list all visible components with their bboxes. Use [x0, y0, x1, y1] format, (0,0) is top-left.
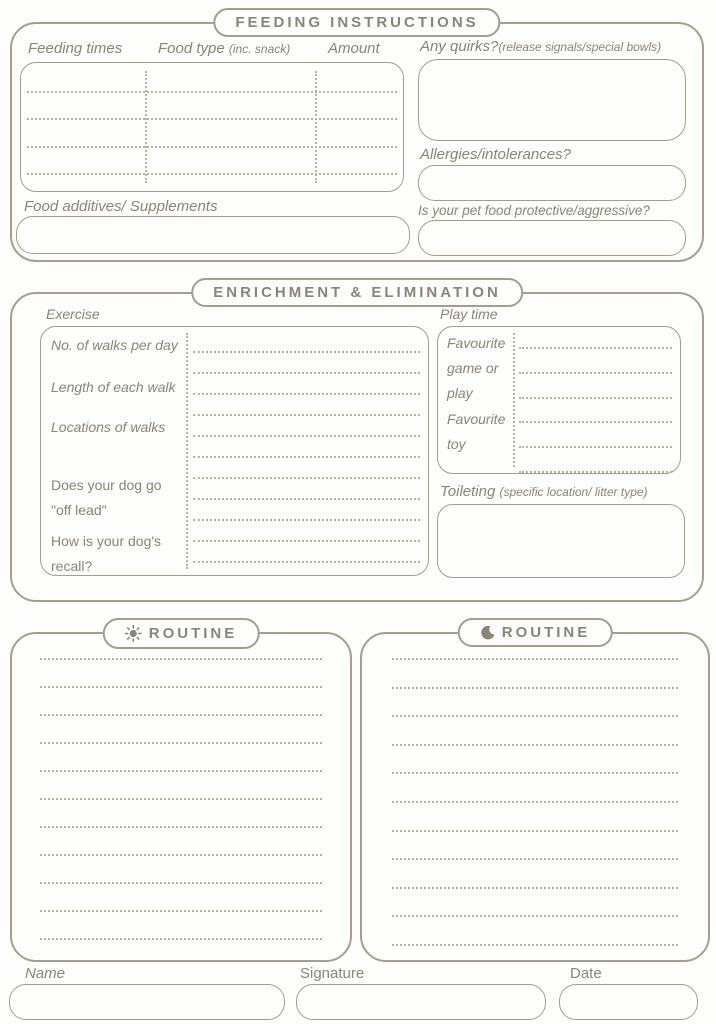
write-line[interactable] [40, 798, 322, 800]
feeding-table[interactable] [20, 62, 404, 192]
write-line[interactable] [519, 397, 672, 399]
night-routine-section [360, 624, 710, 962]
day-routine-title: ROUTINE [148, 625, 238, 642]
write-line[interactable] [40, 826, 322, 828]
enrichment-elimination-header [191, 278, 523, 307]
write-line[interactable] [392, 915, 678, 917]
write-line[interactable] [392, 772, 678, 774]
food-additives-label: Food additives/ Supplements [24, 198, 218, 215]
write-line[interactable] [392, 830, 678, 832]
write-line[interactable] [40, 742, 322, 744]
write-line[interactable] [519, 446, 672, 448]
write-line[interactable] [392, 858, 678, 860]
feeding-instructions-section [10, 14, 704, 262]
write-line[interactable] [519, 421, 672, 423]
feeding-instructions-header [213, 8, 500, 37]
food-additives-field[interactable] [16, 216, 410, 254]
write-line[interactable] [193, 351, 420, 353]
favourite-toy-label: Favourite toy [447, 411, 506, 452]
day-routine-header [103, 618, 260, 649]
date-field[interactable] [559, 984, 698, 1020]
feeding-table-row-line[interactable] [27, 146, 397, 148]
feeding-table-row-line[interactable] [27, 91, 397, 93]
signature-label: Signature [300, 965, 365, 982]
toileting-field[interactable] [437, 504, 685, 578]
amount-column-header: Amount [328, 40, 380, 57]
quirks-note: (release signals/special bowls) [498, 40, 662, 54]
write-line[interactable] [392, 715, 678, 717]
feeding-table-row-line[interactable] [27, 118, 397, 120]
quirks-field[interactable] [418, 59, 686, 141]
write-line[interactable] [392, 658, 678, 660]
quirks-label: Any quirks?(release signals/special bowls) [420, 38, 662, 55]
night-routine-title: ROUTINE [501, 624, 591, 641]
name-label: Name [25, 965, 66, 982]
write-line[interactable] [193, 393, 420, 395]
night-routine-write-lines[interactable] [392, 658, 678, 946]
walk-locations-label: Locations of walks [51, 419, 166, 435]
write-line[interactable] [40, 658, 322, 660]
food-protective-label: Is your pet food protective/aggressive? [418, 203, 650, 218]
allergies-field[interactable] [418, 165, 686, 201]
allergies-label: Allergies/intolerances? [420, 146, 571, 163]
exercise-write-lines[interactable] [193, 351, 420, 563]
write-line[interactable] [392, 744, 678, 746]
date-label: Date [570, 965, 602, 982]
enrichment-elimination-section [10, 284, 704, 602]
write-line[interactable] [40, 938, 322, 940]
day-routine-write-lines[interactable] [40, 658, 322, 940]
exercise-divider [186, 333, 188, 569]
write-line[interactable] [40, 854, 322, 856]
toileting-label: Toileting (specific location/ litter type) [440, 483, 648, 500]
write-line[interactable] [392, 944, 678, 946]
food-type-column-header: Food type (inc. snack) [158, 40, 291, 57]
favourite-game-label: Favourite game or play [447, 335, 506, 401]
exercise-label: Exercise [46, 306, 100, 322]
enrichment-elimination-title: ENRICHMENT & ELIMINATION [213, 284, 501, 301]
write-line[interactable] [40, 714, 322, 716]
write-line[interactable] [40, 686, 322, 688]
signature-field[interactable] [296, 984, 546, 1020]
write-line[interactable] [519, 347, 672, 349]
write-line[interactable] [193, 477, 420, 479]
feeding-table-divider-2 [315, 71, 317, 183]
play-time-divider [513, 333, 515, 467]
walks-per-day-label: No. of walks per day [51, 337, 178, 353]
write-line[interactable] [519, 471, 672, 473]
feeding-table-divider-1 [145, 71, 147, 183]
feeding-times-column-header: Feeding times [28, 40, 123, 57]
day-routine-section [10, 625, 352, 962]
write-line[interactable] [193, 540, 420, 542]
toileting-note: (specific location/ litter type) [499, 485, 648, 499]
feeding-instructions-title: FEEDING INSTRUCTIONS [235, 14, 479, 31]
moon-icon [480, 625, 495, 640]
write-line[interactable] [193, 456, 420, 458]
write-line[interactable] [193, 519, 420, 521]
write-line[interactable] [193, 435, 420, 437]
recall-label: How is your dog's recall? [51, 533, 162, 574]
name-field[interactable] [9, 984, 285, 1020]
food-protective-field[interactable] [418, 220, 686, 256]
feeding-table-row-line[interactable] [27, 173, 397, 175]
write-line[interactable] [40, 910, 322, 912]
night-routine-header [458, 618, 613, 647]
off-lead-label: Does your dog go "off lead" [51, 477, 162, 518]
write-line[interactable] [519, 372, 672, 374]
play-time-box[interactable] [437, 326, 681, 474]
write-line[interactable] [193, 372, 420, 374]
write-line[interactable] [392, 801, 678, 803]
write-line[interactable] [193, 498, 420, 500]
write-line[interactable] [392, 887, 678, 889]
play-time-label: Play time [440, 306, 498, 322]
sun-icon [125, 625, 142, 642]
write-line[interactable] [40, 882, 322, 884]
write-line[interactable] [193, 414, 420, 416]
food-type-note: (inc. snack) [228, 42, 291, 56]
walk-length-label: Length of each walk [51, 379, 176, 395]
exercise-box[interactable] [40, 326, 429, 576]
write-line[interactable] [40, 770, 322, 772]
play-time-write-lines[interactable] [519, 347, 672, 473]
write-line[interactable] [193, 561, 420, 563]
write-line[interactable] [392, 687, 678, 689]
